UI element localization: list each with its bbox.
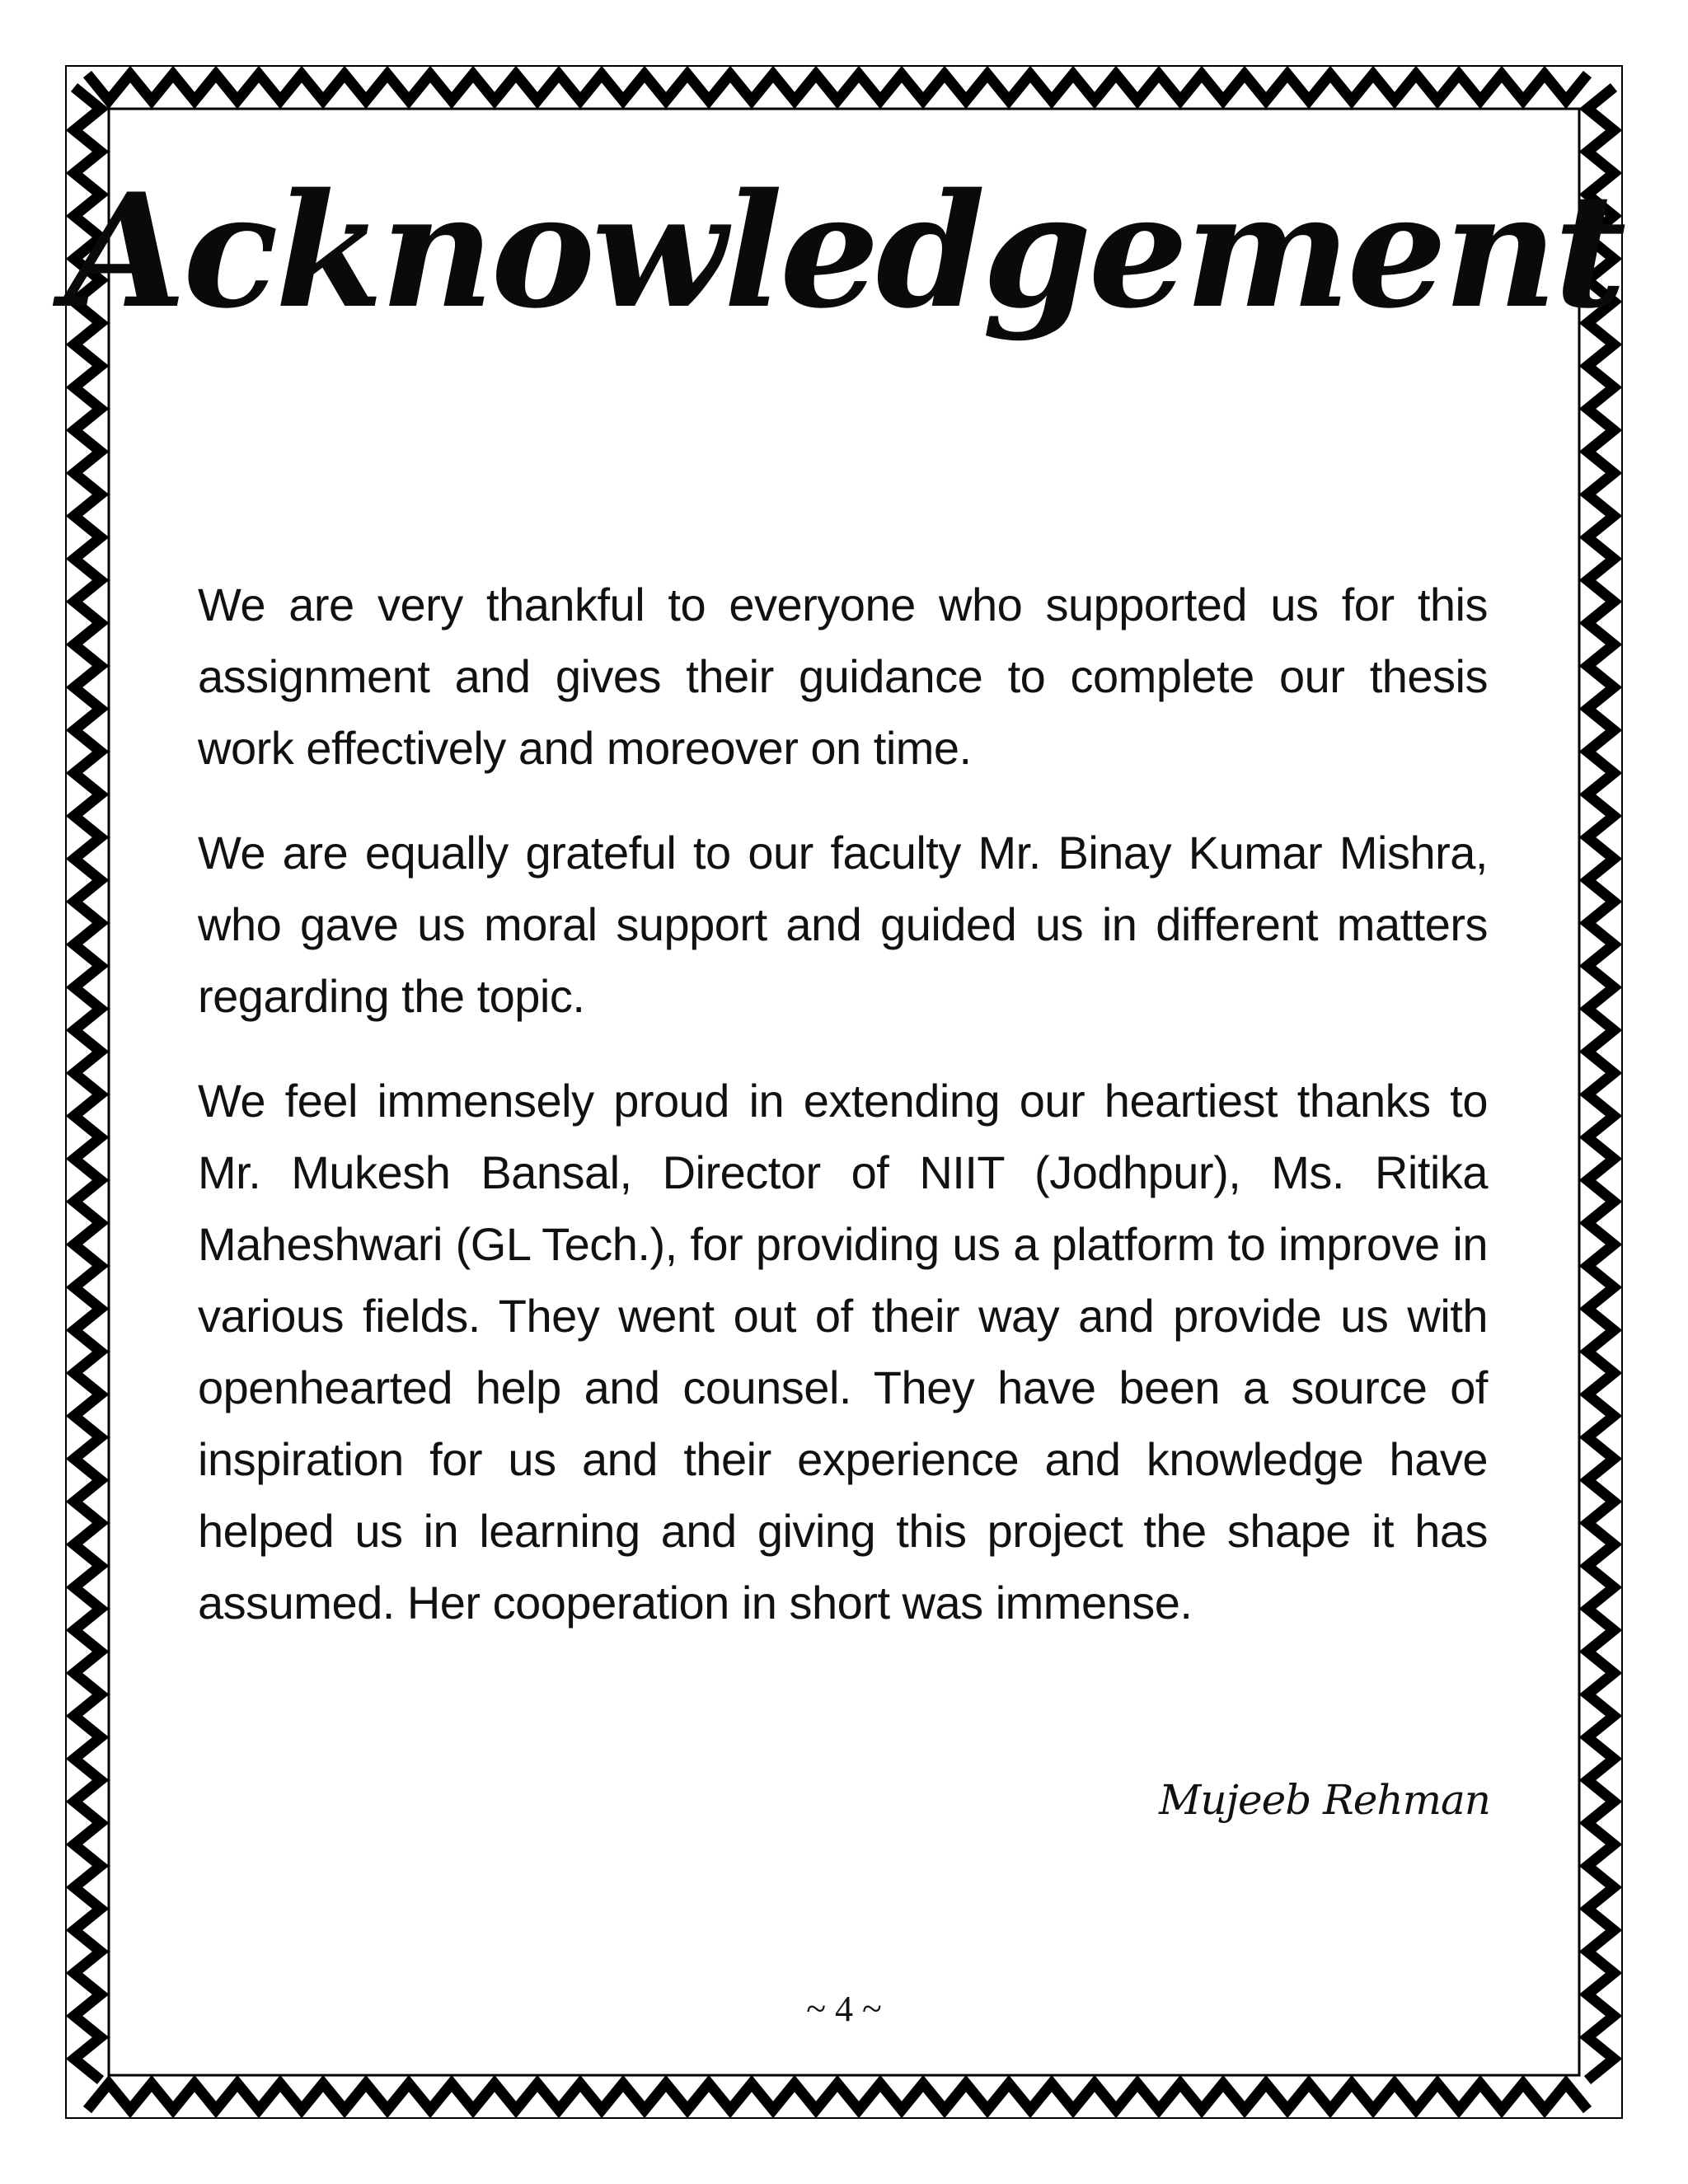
paragraph: We are very thankful to everyone who supported us for this assignment and gives their guidance to complete our thesis work effectively and moreover on time.	[198, 579, 1488, 774]
border-zigzag-bottom	[87, 2083, 1587, 2110]
zigzag-line	[1587, 87, 1614, 2080]
signature: Mujeeb Rehman	[1159, 1776, 1490, 1824]
zigzag-line	[74, 87, 101, 2080]
border-zigzag-left	[74, 87, 101, 2080]
page-title: Acknowledgement	[64, 159, 1624, 343]
paragraph: We feel immensely proud in extending our heartiest thanks to Mr. Mukesh Bansal, Director of NIIT (Jodhpur), Ms. Ritika Maheshwari (GL Tech.), for providing us a platform to improve in various fields. They went out of their way and provide us with openhearted help and counsel. They have been a source of inspiration for us and their experience and knowledge have helped us in learning and giving this project the shape it has assumed. Her cooperation in short was immense.	[198, 1075, 1488, 1629]
acknowledgement-body	[198, 569, 1488, 1671]
page-number: ~ 4 ~	[806, 1989, 882, 2029]
paragraph: We are equally grateful to our faculty Mr. Binay Kumar Mishra, who gave us moral support and guided us in different matters regarding the topic.	[198, 827, 1488, 1022]
zigzag-line	[87, 2083, 1587, 2110]
border-zigzag-right	[1587, 87, 1614, 2080]
zigzag-line	[87, 74, 1587, 101]
border-zigzag-top	[87, 74, 1587, 101]
